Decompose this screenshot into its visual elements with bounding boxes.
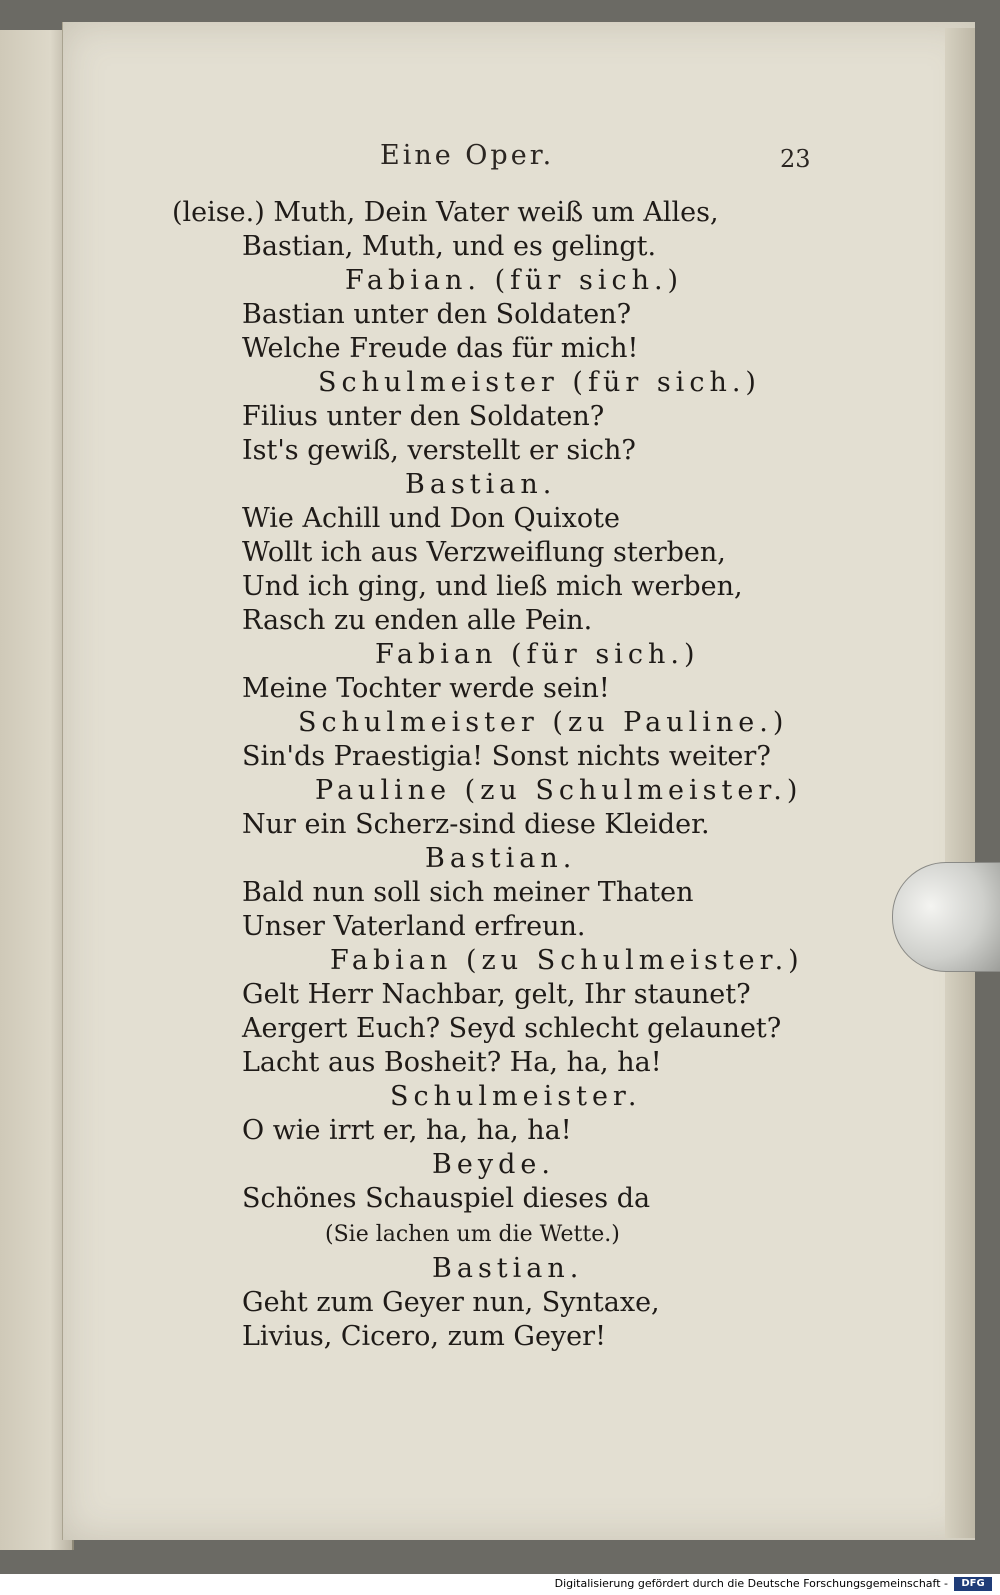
page-number: 23 — [780, 145, 811, 173]
verse-line: (leise.) Muth, Dein Vater weiß um Alles, — [172, 197, 719, 228]
dfg-logo: DFG — [954, 1577, 992, 1591]
verse-line: Lacht aus Bosheit? Ha, ha, ha! — [242, 1047, 662, 1078]
verse-line: Unser Vaterland erfreun. — [242, 911, 586, 942]
verse-line: Gelt Herr Nachbar, gelt, Ihr staunet? — [242, 979, 751, 1010]
speaker-line: Pauline (zu Schulmeister.) — [315, 775, 803, 806]
verse-line: Livius, Cicero, zum Geyer! — [242, 1321, 606, 1352]
verse-line: O wie irrt er, ha, ha, ha! — [242, 1115, 572, 1146]
speaker-line: Bastian. — [432, 1253, 584, 1284]
verse-line: Sin'ds Praestigia! Sonst nichts weiter? — [242, 741, 771, 772]
speaker-line: Schulmeister (für sich.) — [318, 367, 761, 398]
page-clip-icon — [892, 862, 1000, 972]
verse-line: Ist's gewiß, verstellt er sich? — [242, 435, 636, 466]
verse-line: Filius unter den Soldaten? — [242, 401, 605, 432]
speaker-line: Fabian. (für sich.) — [345, 265, 684, 296]
stage-direction: (Sie lachen um die Wette.) — [325, 1222, 620, 1247]
verse-line: Geht zum Geyer nun, Syntaxe, — [242, 1287, 660, 1318]
speaker-line: Schulmeister (zu Pauline.) — [298, 707, 789, 738]
verse-line: Bastian unter den Soldaten? — [242, 299, 632, 330]
speaker-line: Bastian. — [425, 843, 577, 874]
speaker-line: Beyde. — [432, 1149, 555, 1180]
verse-line: Bastian, Muth, und es gelingt. — [242, 231, 657, 262]
verse-line: Schönes Schauspiel dieses da — [242, 1183, 651, 1214]
verse-line: Welche Freude das für mich! — [242, 333, 639, 364]
speaker-line: Bastian. — [405, 469, 557, 500]
speaker-line: Fabian (für sich.) — [375, 639, 700, 670]
verse-line: Und ich ging, und ließ mich werben, — [242, 571, 743, 602]
verse-line: Rasch zu enden alle Pein. — [242, 605, 593, 636]
page-stack-edge — [945, 28, 975, 1538]
verse-line: Bald nun soll sich meiner Thaten — [242, 877, 694, 908]
speaker-line: Schulmeister. — [390, 1081, 642, 1112]
running-head: Eine Oper. — [380, 140, 555, 171]
verse-line: Meine Tochter werde sein! — [242, 673, 610, 704]
verse-line: Wie Achill und Don Quixote — [242, 503, 620, 534]
verse-line: Nur ein Scherz-sind diese Kleider. — [242, 809, 710, 840]
footer-bar — [0, 1574, 1000, 1595]
funding-notice: Digitalisierung gefördert durch die Deutsche Forschungsgemeinschaft - — [554, 1577, 948, 1590]
verse-line: Aergert Euch? Seyd schlecht gelaunet? — [242, 1013, 782, 1044]
verse-line: Wollt ich aus Verzweiflung sterben, — [242, 537, 726, 568]
speaker-line: Fabian (zu Schulmeister.) — [330, 945, 804, 976]
